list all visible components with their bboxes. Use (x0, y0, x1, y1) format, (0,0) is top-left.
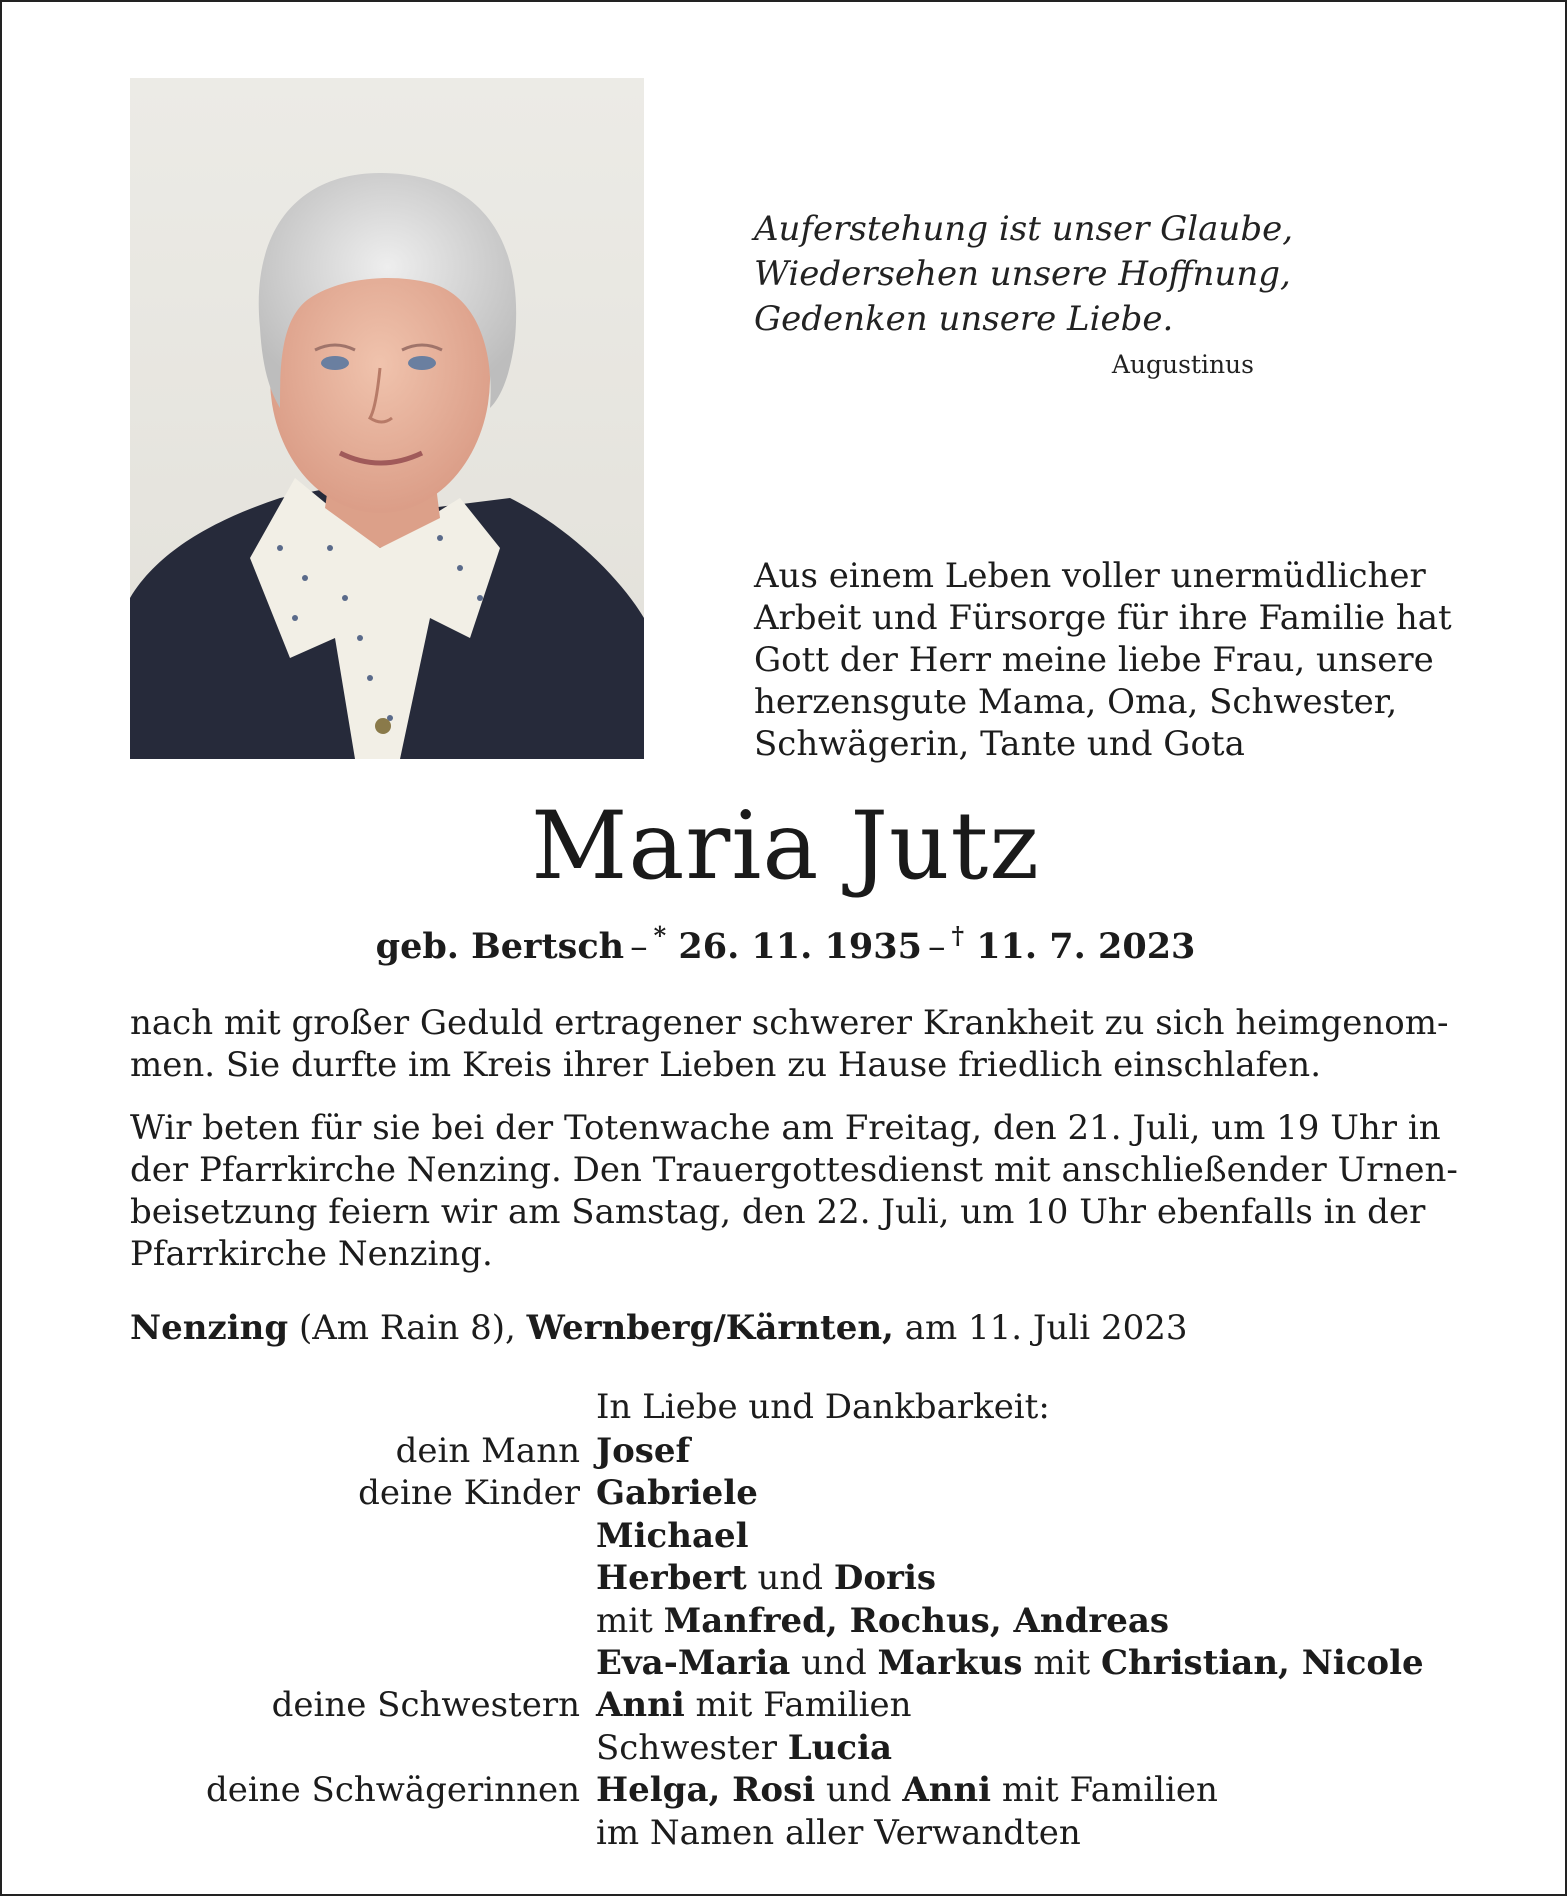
thanks-line: In Liebe und Dankbarkeit: (596, 1387, 1050, 1427)
portrait-image (130, 78, 644, 759)
family-name: Gabriele (596, 1473, 758, 1514)
family-name: Herbert (596, 1558, 747, 1599)
relation-label: deine Schwägerinnen (205, 1770, 580, 1811)
quote-block (754, 207, 1294, 342)
death-symbol: † (951, 921, 964, 950)
signature-row (130, 1557, 1460, 1599)
signature-row (130, 1684, 1460, 1726)
intro-line: Gott der Herr meine liebe Frau, unsere (754, 640, 1434, 680)
signature-row (130, 1515, 1460, 1557)
paragraph-line: men. Sie durfte im Kreis ihrer Lieben zu Hause friedlich einschlafen. (130, 1045, 1321, 1085)
portrait-photo (130, 78, 644, 759)
signatures (130, 1430, 1460, 1854)
signature-row (130, 1600, 1460, 1642)
signature-row (130, 1430, 1460, 1472)
connector-text: und (815, 1770, 903, 1811)
signature-row (130, 1727, 1460, 1769)
birth-name: geb. Bertsch (375, 926, 625, 967)
connector-text: Schwester (596, 1727, 788, 1768)
intro-line: Aus einem Leben voller unermüdlicher (754, 556, 1426, 596)
family-name: Anni (596, 1685, 685, 1726)
address: (Am Rain 8), (298, 1308, 516, 1348)
dash: – (927, 927, 946, 967)
family-name: Markus (877, 1643, 1023, 1684)
birth-date: 26. 11. 1935 (678, 926, 922, 967)
quote-author: Augustinus (1111, 350, 1254, 379)
connector-text: mit Familien (991, 1770, 1218, 1811)
connector-text: und (746, 1558, 834, 1599)
intro-line: Schwägerin, Tante und Gota (754, 724, 1245, 764)
family-name: Christian, Nicole (1100, 1643, 1424, 1684)
paragraph-line: Wir beten für sie bei der Totenwache am Freitag, den 21. Juli, um 19 Uhr in (130, 1108, 1441, 1148)
town-wernberg: Wernberg/Kärnten, (526, 1308, 894, 1348)
quote-line: Wiedersehen unsere Hoffnung, (754, 254, 1291, 294)
deceased-name: Maria Jutz (531, 792, 1040, 901)
place-date: am 11. Juli 2023 (904, 1308, 1188, 1348)
family-name: Michael (596, 1515, 749, 1556)
family-name: Anni (902, 1770, 992, 1811)
paragraph-line: Pfarrkirche Nenzing. (130, 1234, 493, 1274)
signature-row (130, 1812, 1460, 1854)
paragraph-line: beisetzung feiern wir am Samstag, den 22. Juli, um 10 Uhr ebenfalls in der (130, 1192, 1426, 1232)
relation-label: deine Kinder (358, 1473, 580, 1514)
family-name: Josef (596, 1431, 691, 1471)
family-name: Doris (833, 1558, 937, 1599)
family-name: Manfred, Rochus, Andreas (663, 1600, 1170, 1641)
relation-label: deine Schwestern (271, 1685, 580, 1726)
connector-text: mit (596, 1600, 664, 1641)
dash: – (630, 927, 648, 967)
paragraph-line: nach mit großer Geduld ertragener schwerer Krankheit zu sich heimgenom- (130, 1003, 1449, 1043)
intro-text (754, 555, 1452, 765)
connector-text: im Namen aller Verwandten (596, 1812, 1081, 1853)
family-name: Lucia (787, 1727, 893, 1768)
signature-row (130, 1642, 1460, 1684)
family-name: Eva-Maria (596, 1643, 791, 1684)
connector-text: mit Familien (684, 1685, 912, 1726)
quote-line: Auferstehung ist unser Glaube, (754, 209, 1294, 249)
paragraph-line: der Pfarrkirche Nenzing. Den Trauergottesdienst mit anschließender Urnen- (130, 1150, 1458, 1190)
signature-row (130, 1472, 1460, 1514)
paragraph-passing (130, 1002, 1449, 1086)
town-nenzing: Nenzing (130, 1308, 289, 1348)
death-date: 11. 7. 2023 (976, 926, 1196, 967)
connector-text: mit (1022, 1643, 1101, 1684)
quote-line: Gedenken unsere Liebe. (754, 299, 1174, 339)
connector-text: und (790, 1643, 878, 1684)
family-name: Helga, Rosi (596, 1770, 816, 1811)
paragraph-service (130, 1107, 1458, 1275)
birth-symbol: * (653, 921, 667, 950)
life-dates (2, 914, 1567, 969)
place-date-line (130, 1307, 1440, 1349)
intro-line: herzensgute Mama, Oma, Schwester, (754, 682, 1398, 722)
signature-row (130, 1769, 1460, 1811)
intro-line: Arbeit und Fürsorge für ihre Familie hat (754, 598, 1452, 638)
relation-label: dein Mann (395, 1431, 580, 1471)
